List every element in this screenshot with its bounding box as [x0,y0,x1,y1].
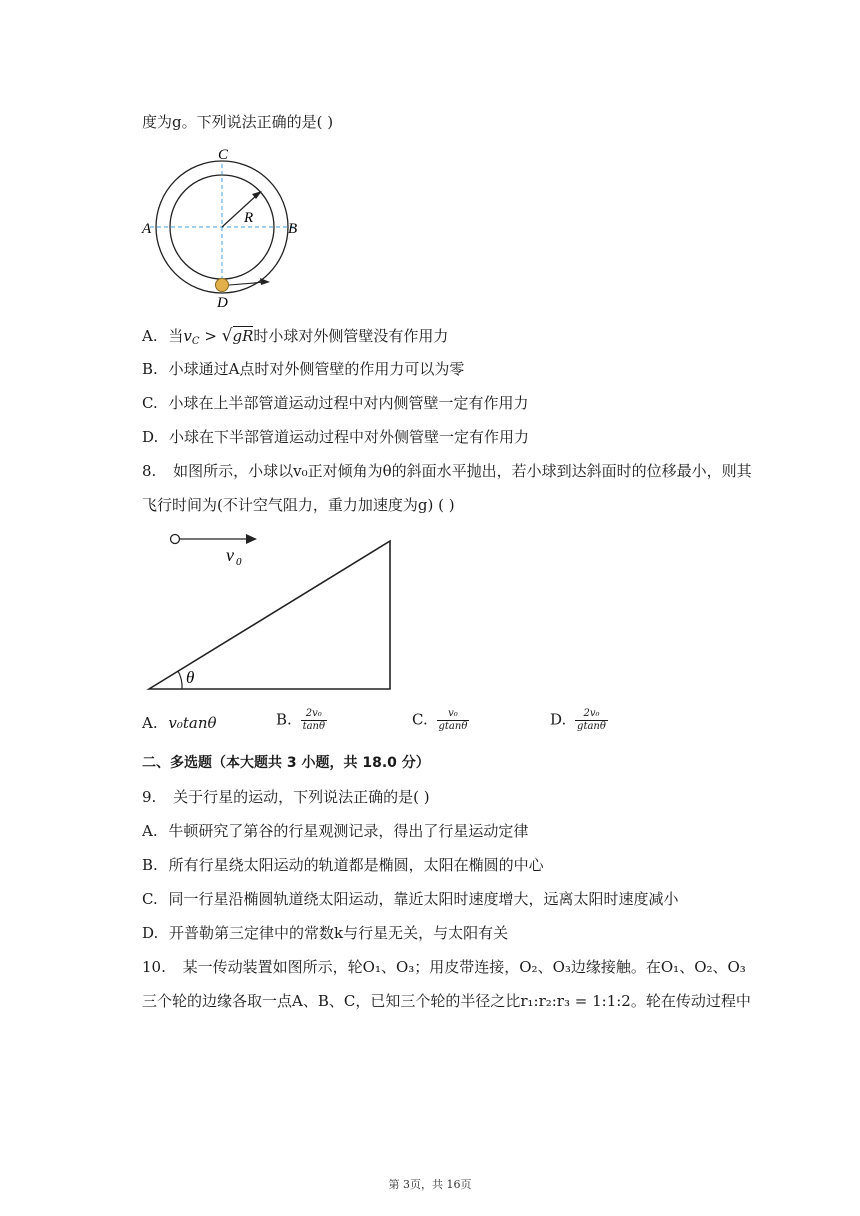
q9-option-c: C. 同一行星沿椭圆轨道绕太阳运动，靠近太阳时速度增大，远离太阳时速度减小 [142,890,679,908]
q8-option-d: D. $\frac{\text{2v₀}}{gtan\theta}$ [550,708,606,732]
q10-stem-line1: 10. 某一传动装置如图所示，轮O₁、O₃；用皮带连接，O₂、O₃边缘接触。在O₁、O₂、O₃ [142,958,746,976]
fraction: $\frac{\text{2v₀}}{\tan\theta}$ [302,708,326,732]
fraction: $\frac{\text{2v₀}}{gtan\theta}$ [577,708,606,732]
q7-option-a: A. 当$v_C > √gR$时小球对外侧管壁没有作用力 [142,326,449,347]
section-heading: 二、多选题（本大题共 3 小题，共 18.0 分） [142,755,430,771]
q8-incline-figure [140,528,410,698]
label-v0: v [226,545,234,565]
q9-option-b: B. 所有行星绕太阳运动的轨道都是椭圆，太阳在椭圆的中心 [142,856,544,874]
fraction: $\frac{\text{v₀}}{gtan\theta}$ [438,708,468,732]
label-c: C [218,147,229,163]
q8-stem-line2: 飞行时间为(不计空气阻力，重力加速度为g) ( ) [142,496,455,514]
q7-option-d: D. 小球在下半部管道运动过程中对外侧管壁一定有作用力 [142,428,530,446]
q9-option-d: D. 开普勒第三定律中的常数k与行星无关，与太阳有关 [142,924,509,942]
page-footer: 第 3页，共 16页 [388,1178,472,1191]
label-b: B [288,221,298,237]
q10-stem-line2: 三个轮的边缘各取一点A、B、C，已知三个轮的半径之比r₁:r₂:r₃ = 1:1:2。轮在传动过程中 [142,992,751,1010]
label-a: A [142,221,152,237]
option-letter: A. [142,327,158,345]
label-d: D [217,295,228,311]
q9-stem: 9. 关于行星的运动，下列说法正确的是( ) [142,788,430,806]
label-v0-sub: 0 [236,556,242,568]
q8-option-c: C. $\frac{\text{v₀}}{gtan\theta}$ [412,708,468,732]
sqrt-sign: √ [221,326,233,346]
q7-option-b: B. 小球通过A点时对外侧管壁的作用力可以为零 [142,360,465,378]
q8-stem-line1: 8. 如图所示，小球以v₀正对倾角为θ的斜面水平抛出，若小球到达斜面时的位移最小，则其 [142,462,752,480]
label-theta: θ [186,668,195,687]
q8-option-b: B. $\frac{\text{2v₀}}{\tan\theta}$ [276,708,326,732]
q9-option-a: A. 牛顿研究了第谷的行星观测记录，得出了行星运动定律 [142,822,529,840]
q7-option-c: C. 小球在上半部管道运动过程中对内侧管壁一定有作用力 [142,394,529,412]
q7-tube-figure [138,144,308,314]
q7-stem-tail: 度为g。下列说法正确的是( ) [142,113,334,131]
label-r: R [244,210,254,226]
q8-option-a: A. v₀tanθ [142,714,217,732]
